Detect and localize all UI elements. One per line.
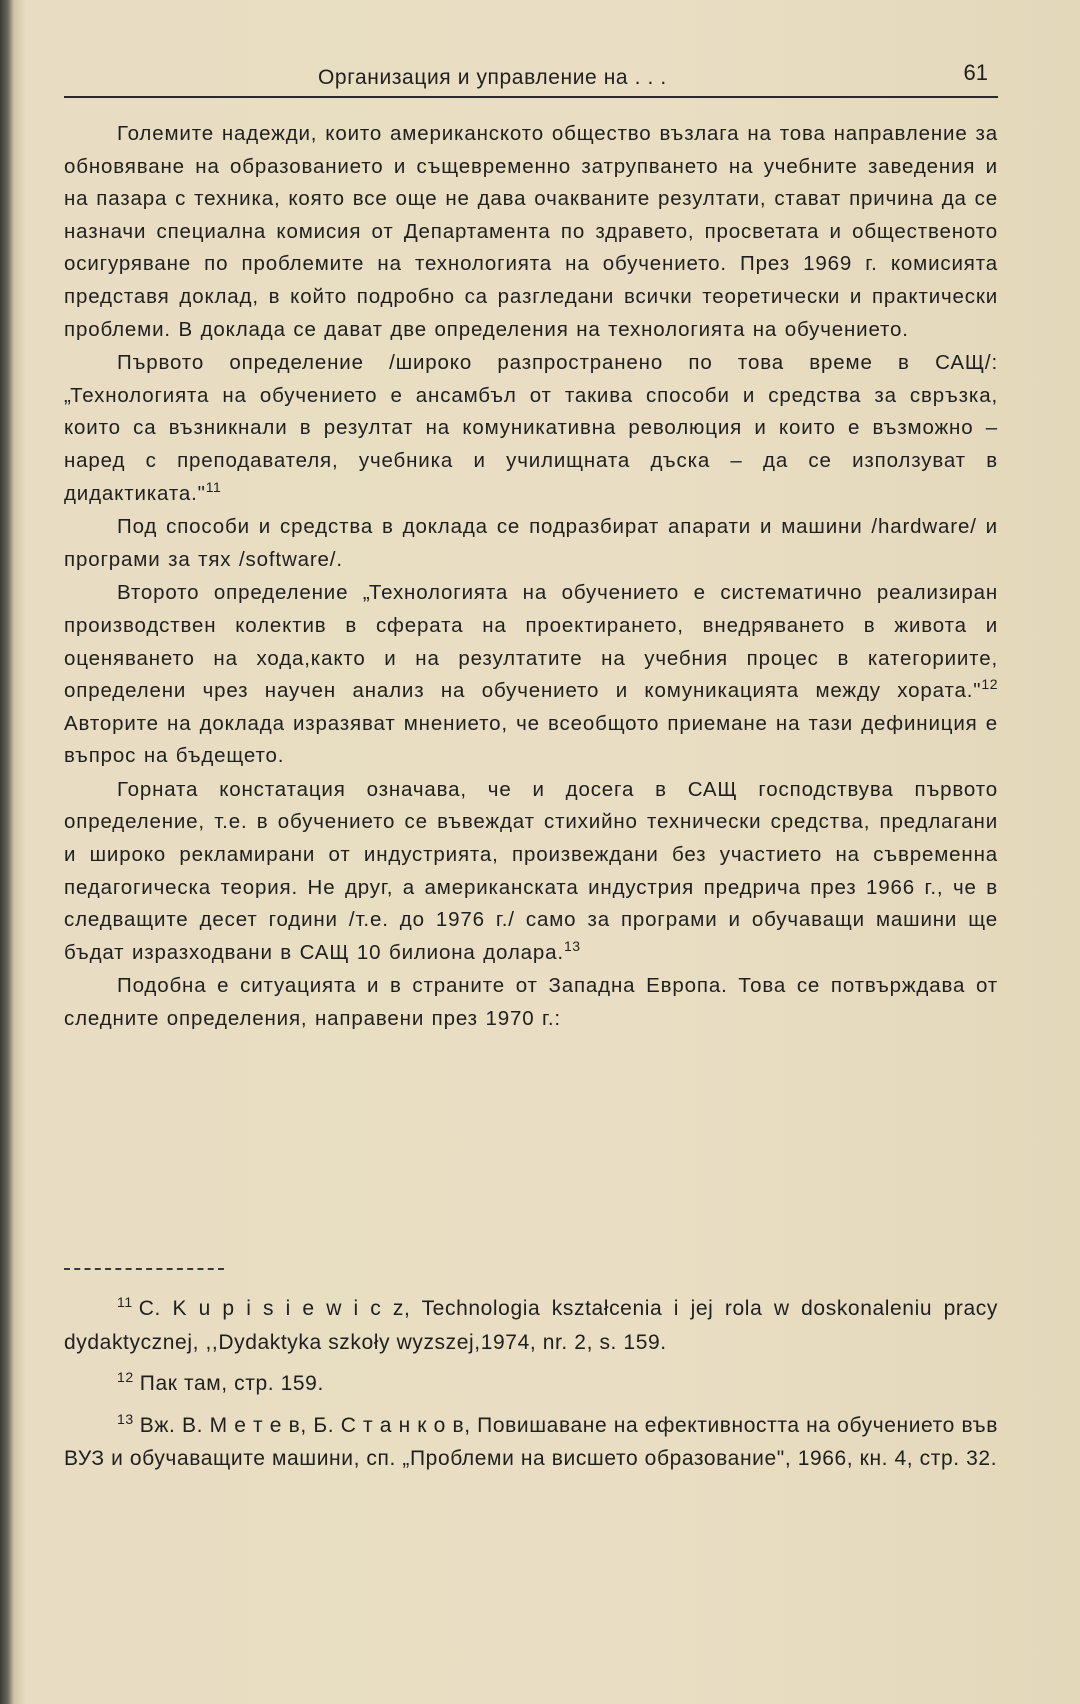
paragraph-text: Под способи и средства в доклада се подразбират апарати и машини /hardware/ и програми за тях /software/.	[64, 515, 998, 571]
running-head: Организация и управление на . . .	[318, 66, 667, 89]
main-text	[64, 118, 998, 1036]
paragraph	[64, 577, 998, 773]
paragraph-text: Големите надежди, които американското общество възлага на това направление за обновяване на образованието и същевременно затрупването на учебните заведения и на пазара с техника, която все още не дава очакваните резултати, стават причина да се назначи специална комисия от Департамента по здравето, просветата и общественото осигуряване по проблемите на технологията на обучението. През 1969 г. комисията представя доклад, в който подробно са разгледани всички теоретически и практически проблеми. В доклада се дават две определения на технологията на обучението.	[64, 122, 998, 341]
paragraph	[64, 970, 998, 1035]
paragraph	[64, 774, 998, 970]
footnote-text: Вж. В. М е т е в, Б. С т а н к о в, Повишаване на ефективността на обучението във ВУЗ и обучаващите машини, сп. „Проблеми на висшето образование", 1966, кн. 4, стр. 32.	[64, 1413, 998, 1470]
paragraph	[64, 118, 998, 346]
footnote-number: 13	[117, 1410, 134, 1427]
paragraph	[64, 511, 998, 576]
paragraph-text: Подобна е ситуацията и в страните от Западна Европа. Това се потвърждава от следните определения, направени през 1970 г.:	[64, 974, 998, 1031]
page-header	[64, 60, 998, 98]
footnote	[64, 1409, 998, 1476]
footnote-text: Пак там, стр. 159.	[139, 1372, 324, 1395]
footnote	[64, 1367, 998, 1401]
paragraph-text: Първото определение /широко разпространено по това време в САЩ/: „Технологията на обучението е ансамбъл от такива способи и средства за свръзка, които са възникнали в резултат на комуникативна революция и които е възможно – наред с преподавателя, учебника и училищната дъска – да се използуват в дидактиката."	[64, 351, 998, 505]
footnote-number: 12	[117, 1369, 134, 1385]
footnote-number: 11	[117, 1294, 133, 1310]
footnote	[64, 1292, 998, 1359]
paragraph-text: Второто определение „Технологията на обучението е систематично реализиран производствен колектив в сферата на проектирането, внедряването в живота и оценяването на хода,както и на резултатите на учебния процес в категориите, определени чрез научен анализ на обучението и комуникацията между хората."	[64, 581, 998, 703]
paragraph-text: Горната констатация означава, че и досега в САЩ господствува първото определение, т.е. в обучението се въвеждат стихийно технически средства, предлагани и широко рекламирани от индустрията, произвеждани без участието на съвременна педагогическа теория. Не друг, а американската индустрия предрича през 1966 г., че в следващите десет години /т.е. до 1976 г./ само за програми и обучаващи машини ще бъдат изразходвани в САЩ 10 билиона долара.	[64, 777, 998, 964]
footnote-separator	[64, 1268, 224, 1270]
paragraph-text-continued: Авторите на доклада изразяват мнението, че всеобщото приемане на тази дефиниция е въпрос на бъдещето.	[64, 711, 998, 768]
footnotes	[64, 1292, 998, 1484]
paragraph	[64, 347, 998, 510]
page-number: 61	[963, 60, 988, 85]
footnote-reference: 13	[563, 938, 581, 955]
footnote-reference: 12	[981, 676, 998, 693]
footnote-reference: 11	[205, 478, 222, 495]
footnote-text: C. K u p i s i e w i c z, Technologia kształcenia i jej rola w doskonaleniu pracy dydaktycznej, ,,Dydaktyka szkoły wyzszej,1974, nr. 2, s. 159.	[64, 1297, 998, 1354]
